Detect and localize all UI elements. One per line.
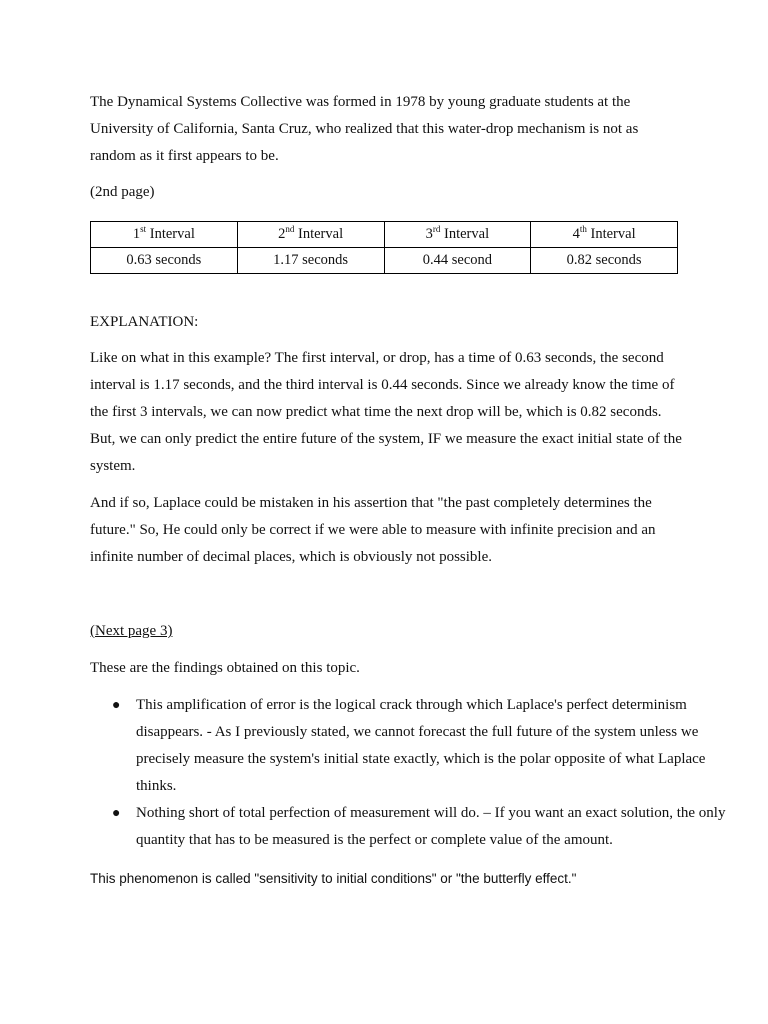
bullet-icon: ●: [112, 806, 121, 821]
table-header-cell: 4th Interval: [531, 222, 678, 248]
table-header-row: [91, 222, 678, 248]
interval-table: [90, 221, 678, 274]
list-item: [112, 800, 732, 854]
table-cell: 0.63 seconds: [91, 248, 238, 274]
table-header-cell: 2nd Interval: [237, 222, 384, 248]
table-cell: 0.44 second: [384, 248, 531, 274]
next-page-label: (Next page 3): [90, 623, 173, 639]
list-item-text: Nothing short of total perfection of measurement will do. – If you want an exact solution, the only quantity that has to be measured is the perfect or complete value of the amount.: [136, 805, 726, 848]
findings-intro: These are the findings obtained on this topic.: [90, 660, 360, 676]
bullet-icon: ●: [112, 698, 121, 713]
table-cell: 0.82 seconds: [531, 248, 678, 274]
explanation-heading: EXPLANATION:: [90, 314, 199, 330]
list-item-text: This amplification of error is the logical crack through which Laplace's perfect determinism disappears. - As I previously stated, we cannot forecast the full future of the system unless we precisely measure the system's initial state exactly, which is the polar opposite of what Laplace thinks.: [136, 697, 706, 794]
findings-list: [90, 692, 732, 854]
table-row: [91, 248, 678, 274]
table-cell: 1.17 seconds: [237, 248, 384, 274]
explanation-paragraph-1: Like on what in this example? The first interval, or drop, has a time of 0.63 seconds, the second interval is 1.17 seconds, and the third interval is 0.44 seconds. Since we already know the time of the first 3 intervals, we can now predict what time the next drop will be, which is 0.82 seconds. But, we can only predict the entire future of the system, IF we measure the exact initial state of the system.: [90, 350, 682, 474]
explanation-paragraph-2: And if so, Laplace could be mistaken in his assertion that "the past completely determines the future." So, He could only be correct if we were able to measure with infinite precision and an infinite number of decimal places, which is obviously not possible.: [90, 495, 656, 565]
table-header-cell: 3rd Interval: [384, 222, 531, 248]
page-label: (2nd page): [90, 184, 155, 200]
intro-paragraph: The Dynamical Systems Collective was formed in 1978 by young graduate students at the University of California, Santa Cruz, who realized that this water-drop mechanism is not as random as it first appears to be.: [90, 94, 639, 164]
list-item: [112, 692, 732, 800]
table-header-cell: 1st Interval: [91, 222, 238, 248]
closing-note: This phenomenon is called "sensitivity to initial conditions" or "the butterfly effect.": [90, 871, 577, 886]
